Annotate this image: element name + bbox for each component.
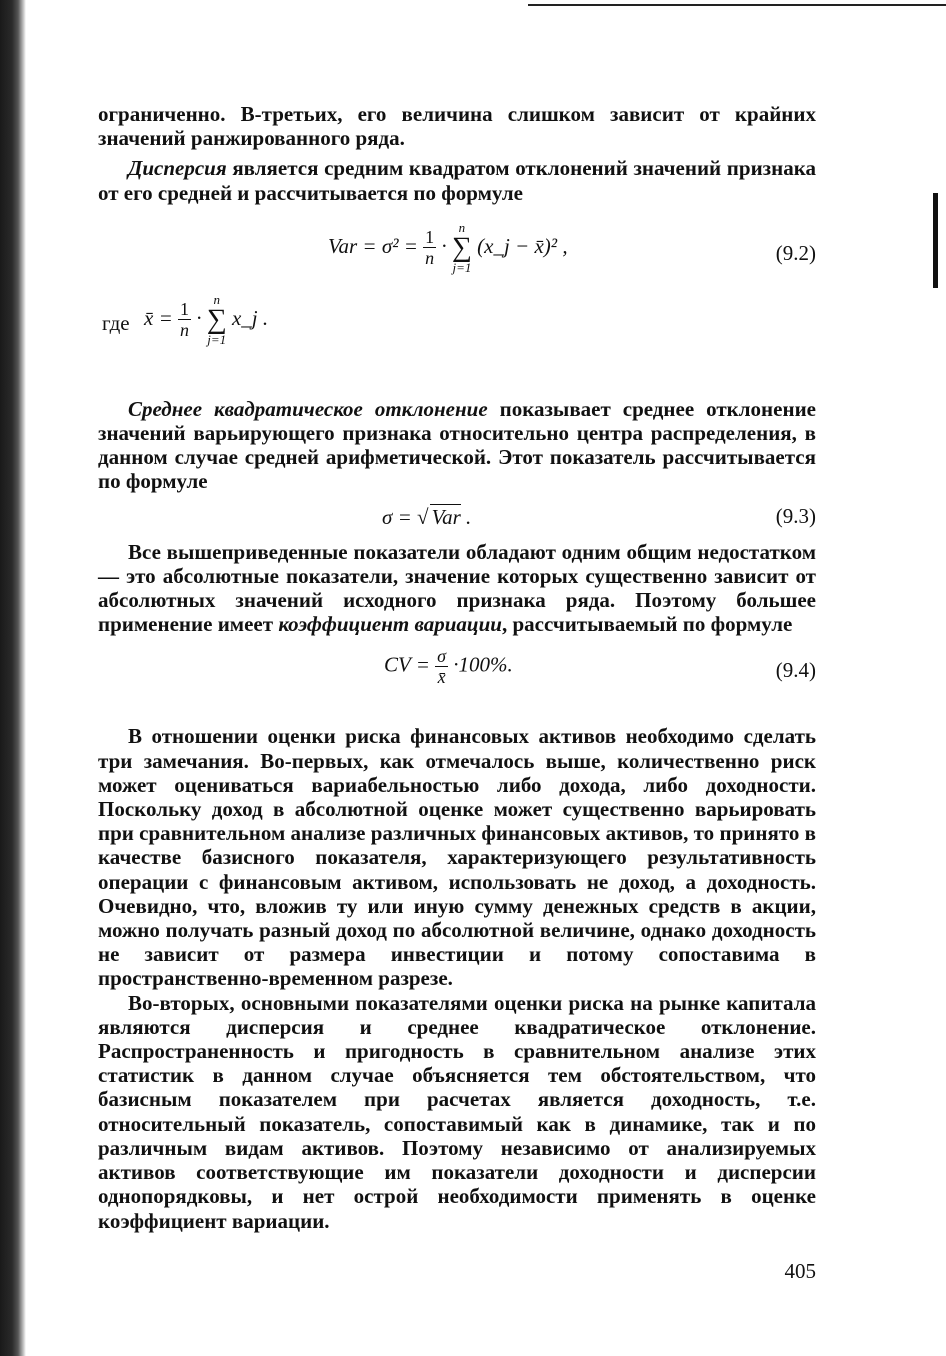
- mean-formula: x̄ = $\frac{1}{n}$ · n ∑ j=1 x_j .: [144, 291, 269, 347]
- radicand: Var: [431, 504, 461, 529]
- fraction-numerator: 1: [425, 227, 435, 248]
- formula-9-3-expression: σ = √ Var .: [382, 504, 472, 529]
- summation-symbol: n ∑ j=1: [451, 219, 472, 275]
- paragraph-risk-second: Во-вторых, основными показателями оценки риска на рынке капитала являются дисперсия и среднее квадратическое отклонение. Распространенность и пригодность в сравнительном анализе этих статистик в данном случае объясняется тем обстоятельством, что базисным показателем при расчетах является доходность, т.е. относительный показатель, сопоставимый как в динамике, так и по различным видам активов. Поэтому независимо от анализируемых активов соответствующие им показатели доходности и дисперсии однопорядковы, и нет острой необходимости применять в оценке коэффициент вариации.: [98, 990, 816, 1233]
- paragraph-risk-remarks: В отношении оценки риска финансовых активов необходимо сделать три замечания. Во-первых, как отмечалось выше, количественно риск может оцениваться вариабельностью либо дохода, либо доходности. Поскольку доход в абсолютной оценке может существенно варьировать при сравнительном анализе различных финансовых активов, то принято в качестве базисного показателя, характеризующего результативность операции с финансовым активом, использовать не доход, а доходность. Очевидно, что, вложив ту или иную сумму денежных средств в акции, можно получать разный доход по абсолютной величине, однако доходность не зависит от размера инвестиции и потому сопоставима в пространственно-временном разрезе.: [98, 724, 816, 991]
- formula-9-2-lhs: Var = σ² =: [328, 233, 424, 258]
- formula-9-3: [98, 494, 816, 534]
- equation-number-9-2: (9.2): [775, 240, 816, 265]
- formula-9-2: [98, 205, 816, 293]
- formula-9-4: [98, 636, 816, 698]
- term-coefficient-variation: коэффициент вариации: [278, 612, 502, 637]
- paragraph-variance: [98, 156, 816, 204]
- formula-9-2-fraction: [423, 227, 436, 268]
- sum-lower-limit: j=1: [207, 331, 227, 347]
- summation-symbol: n ∑ j=1: [206, 291, 227, 347]
- scan-binding-edge: [0, 0, 26, 1356]
- formula-9-3-lhs: σ =: [382, 504, 418, 529]
- formula-9-2-expression: Var = σ² = $\frac{1}{n}$ · n ∑ j=1 (x_j − x̄)² ,: [328, 219, 568, 275]
- paragraph-cv-text-b: , рассчитываемый по формуле: [501, 612, 793, 637]
- fraction-denominator: n: [180, 320, 189, 341]
- paragraph-coefficient-variation: [98, 540, 816, 637]
- where-label: где: [102, 310, 130, 335]
- formula-9-4-lhs: CV =: [384, 652, 436, 677]
- paragraph-variance-text: является средним квадратом отклонений значений признака от его средней и рассчитывается по формуле: [98, 156, 816, 205]
- fraction-numerator: σ: [437, 646, 447, 667]
- formula-9-4-fraction: [435, 646, 448, 687]
- fraction-denominator: n: [425, 248, 435, 269]
- sum-lower-limit: j=1: [452, 259, 472, 275]
- equation-number-9-3: (9.3): [775, 503, 816, 528]
- mean-formula-lhs: x̄ =: [144, 305, 178, 330]
- sum-upper-limit: n: [458, 219, 466, 235]
- mean-formula-body: x_j .: [231, 305, 269, 330]
- sum-upper-limit: n: [213, 291, 220, 307]
- paragraph-cv-text-a: Все вышеприведенные показатели обладают одним общим недостатком — это абсолютные показатели, значение которых существенно зависит от абсолютных значений исходного признака ряда. Поэтому большее применение имеет: [98, 539, 816, 637]
- formula-9-4-tail: ·100%.: [453, 652, 513, 677]
- scan-margin-mark: [933, 193, 938, 288]
- fraction-numerator: 1: [180, 299, 189, 320]
- mean-formula-fraction: [178, 299, 191, 340]
- term-std-deviation: Среднее квадратическое отклонение: [128, 396, 488, 421]
- top-rule: [528, 4, 946, 6]
- equation-number-9-4: (9.4): [775, 658, 816, 683]
- formula-9-4-expression: [384, 646, 513, 687]
- formula-9-3-tail: .: [460, 504, 472, 529]
- where-definition: [98, 293, 816, 371]
- page-number: 405: [784, 1259, 816, 1283]
- fraction-denominator: x̄: [437, 667, 446, 688]
- paragraph-std-deviation: [98, 397, 816, 494]
- paragraph-continuation: ограниченно. В-третьих, его величина слишком зависит от крайних значений ранжированного ряда.: [98, 102, 816, 151]
- term-variance: Дисперсия: [128, 156, 227, 181]
- formula-9-2-body: (x_j − x̄)² ,: [477, 233, 568, 258]
- paragraph-std-deviation-text: показывает среднее отклонение значений варьирующего признака относительно центра распределения, в данном случае средней арифметической. Этот показатель рассчитывается по формуле: [98, 396, 816, 494]
- page-body: [98, 102, 816, 1233]
